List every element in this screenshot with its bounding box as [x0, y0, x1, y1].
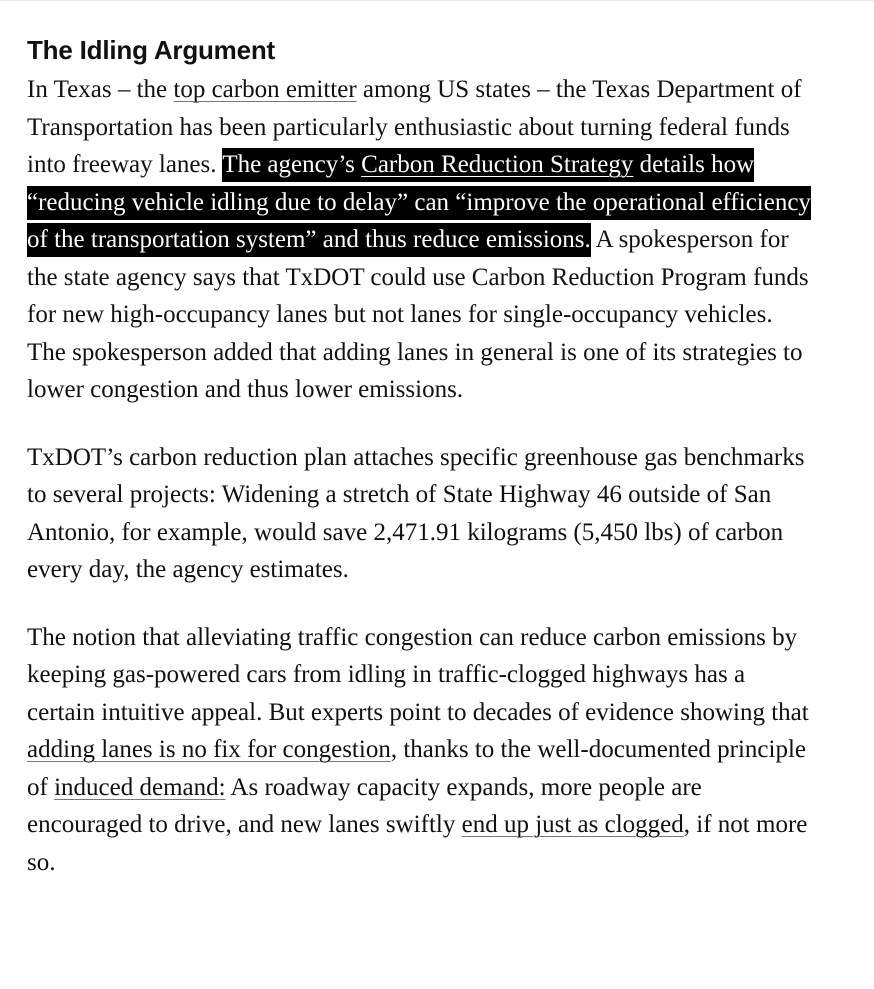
p1-text-3: A spokesperson for the state agency says that TxDOT could use Carbon Reduction Program funds for new high-occupancy lanes but not lanes for single-occupancy vehicles. The spokesperson added that adding lanes in general is one of its strategies to lower congestion and thus lower emissions.	[27, 226, 809, 403]
p1-text-1: In Texas – the	[27, 76, 174, 103]
adding-lanes-link[interactable]: adding lanes is no fix for congestion	[27, 736, 391, 763]
p3-text-3: As roadway capacity expands, more people are encouraged to drive, and new lanes swiftly	[27, 773, 702, 838]
section-heading: The Idling Argument	[27, 35, 275, 65]
paragraph-2: TxDOT’s carbon reduction plan attaches specific greenhouse gas benchmarks to several projects: Widening a stretch of State Highway 46 outside of San Antonio, for example, would save 2,471.91 kilograms (5,450 lbs) of carbon every day, the agency estimates.	[27, 443, 805, 583]
p1-text-2: among US states – the Texas Department of Transportation has been particularly enthusiastic about turning federal funds into freeway lanes.	[27, 76, 802, 178]
induced-demand-link[interactable]: induced demand:	[54, 773, 226, 801]
article-body	[27, 33, 817, 911]
p3-text-4: , if not more so.	[27, 811, 808, 876]
paragraph-1	[27, 71, 817, 409]
p3-text-1: The notion that alleviating traffic congestion can reduce carbon emissions by keeping gas-powered cars from idling in traffic-clogged highways has a certain intuitive appeal. But experts point to decades of evidence showing that	[27, 623, 809, 726]
end-up-just-as-clogged-link[interactable]: end up just as clogged	[461, 811, 684, 838]
top-carbon-emitter-link[interactable]: top carbon emitter	[173, 76, 357, 103]
carbon-reduction-strategy-link[interactable]: Carbon Reduction Strategy	[361, 151, 634, 178]
p3-text-2: , thanks to the well-documented principle of	[27, 736, 806, 801]
paragraph-3	[27, 619, 817, 882]
hl-text-2: details how “reducing vehicle idling due to delay” can “improve the operational efficiency of the transportation system” and thus reduce emissions.	[27, 151, 811, 253]
hl-text-1: The agency’s	[222, 151, 362, 178]
